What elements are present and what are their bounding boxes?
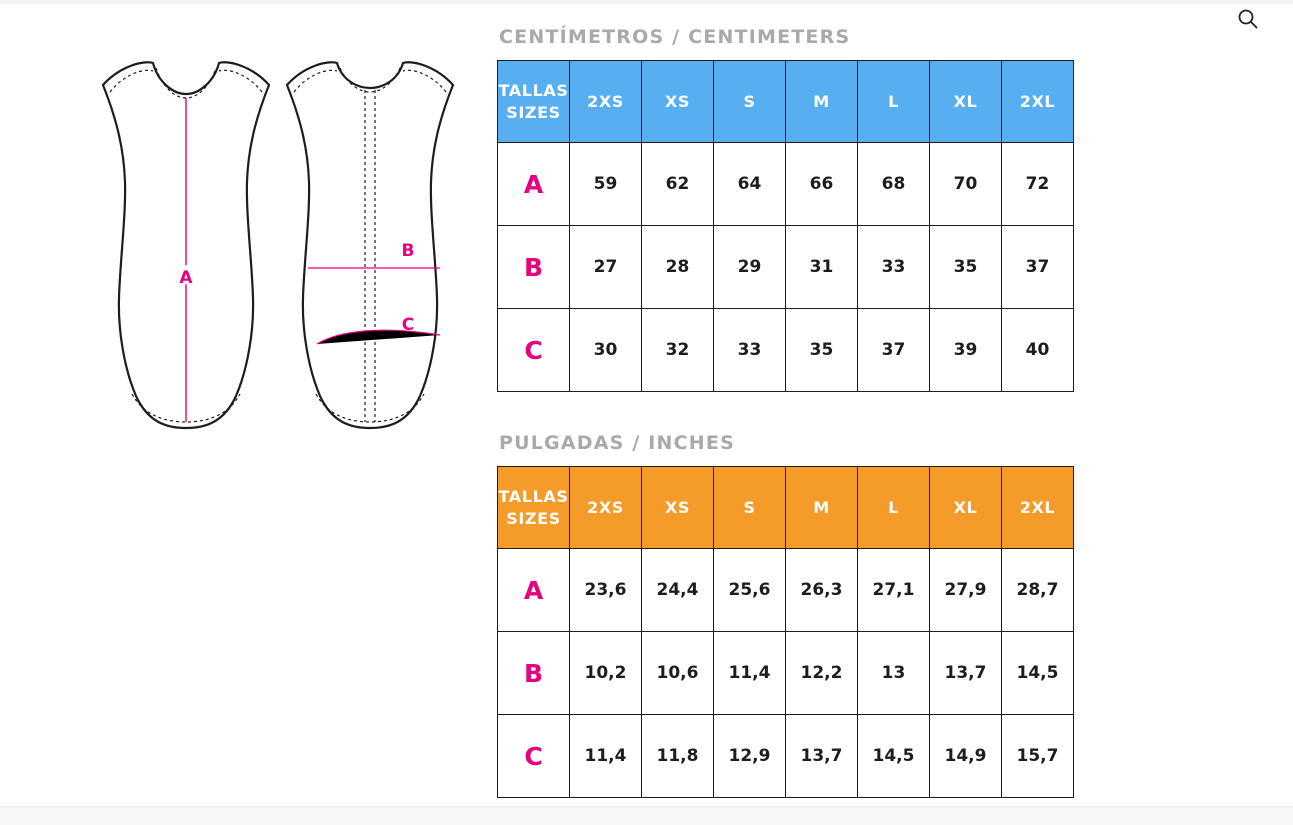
in-c-2xl: 15,7 <box>1002 715 1074 798</box>
table-row <box>498 226 1074 309</box>
header-size-xs: XS <box>642 467 714 549</box>
header-size-xs: XS <box>642 61 714 143</box>
measure-label-b: B <box>401 241 415 261</box>
cm-a-xs: 62 <box>642 143 714 226</box>
in-b-2xl: 14,5 <box>1002 632 1074 715</box>
row-letter-b: B <box>498 226 570 309</box>
table-header-row <box>498 467 1074 549</box>
cm-b-2xs: 27 <box>570 226 642 309</box>
in-b-xs: 10,6 <box>642 632 714 715</box>
table-caption-inches: PULGADAS / INCHES <box>499 432 735 454</box>
swimsuit-illustration <box>40 30 470 430</box>
in-c-s: 12,9 <box>714 715 786 798</box>
cm-b-l: 33 <box>858 226 930 309</box>
inches-table <box>497 466 1074 798</box>
cm-a-l: 68 <box>858 143 930 226</box>
in-c-xs: 11,8 <box>642 715 714 798</box>
page-top-edge <box>0 0 1293 4</box>
header-size-l: L <box>858 61 930 143</box>
swimsuit-back-view <box>287 62 453 428</box>
header-size-xl: XL <box>930 467 1002 549</box>
header-size-s: S <box>714 467 786 549</box>
in-b-2xs: 10,2 <box>570 632 642 715</box>
in-b-xl: 13,7 <box>930 632 1002 715</box>
in-c-m: 13,7 <box>786 715 858 798</box>
row-letter-c: C <box>498 309 570 392</box>
cm-b-m: 31 <box>786 226 858 309</box>
cm-a-s: 64 <box>714 143 786 226</box>
in-a-xl: 27,9 <box>930 549 1002 632</box>
cm-c-xs: 32 <box>642 309 714 392</box>
in-c-l: 14,5 <box>858 715 930 798</box>
cm-c-2xl: 40 <box>1002 309 1074 392</box>
in-a-xs: 24,4 <box>642 549 714 632</box>
in-b-m: 12,2 <box>786 632 858 715</box>
search-zoom-icon[interactable] <box>1235 6 1261 32</box>
header-size-s: S <box>714 61 786 143</box>
cm-c-s: 33 <box>714 309 786 392</box>
row-letter-a: A <box>498 143 570 226</box>
header-size-2xs: 2XS <box>570 61 642 143</box>
in-b-l: 13 <box>858 632 930 715</box>
cm-c-xl: 39 <box>930 309 1002 392</box>
header-size-2xl: 2XL <box>1002 61 1074 143</box>
header-sizes-label-en: SIZES <box>506 102 561 122</box>
header-size-xl: XL <box>930 61 1002 143</box>
in-a-l: 27,1 <box>858 549 930 632</box>
row-letter-a: A <box>498 549 570 632</box>
cm-c-m: 35 <box>786 309 858 392</box>
cm-a-2xl: 72 <box>1002 143 1074 226</box>
measure-label-a: A <box>179 268 193 288</box>
table-header-row <box>498 61 1074 143</box>
table-row <box>498 715 1074 798</box>
in-a-2xs: 23,6 <box>570 549 642 632</box>
table-row <box>498 143 1074 226</box>
cm-b-xl: 35 <box>930 226 1002 309</box>
size-table-centimeters <box>497 26 1074 392</box>
cm-b-2xl: 37 <box>1002 226 1074 309</box>
header-size-l: L <box>858 467 930 549</box>
measure-label-c: C <box>401 315 415 335</box>
cm-a-xl: 70 <box>930 143 1002 226</box>
in-c-2xs: 11,4 <box>570 715 642 798</box>
cm-b-xs: 28 <box>642 226 714 309</box>
table-row <box>498 309 1074 392</box>
in-a-2xl: 28,7 <box>1002 549 1074 632</box>
table-caption-centimeters: CENTÍMETROS / CENTIMETERS <box>499 26 851 48</box>
cm-a-2xs: 59 <box>570 143 642 226</box>
in-a-m: 26,3 <box>786 549 858 632</box>
cm-c-2xs: 30 <box>570 309 642 392</box>
row-letter-c: C <box>498 715 570 798</box>
header-sizes-label-en: SIZES <box>506 508 561 528</box>
centimeters-table <box>497 60 1074 392</box>
header-sizes-label <box>498 61 570 143</box>
in-a-s: 25,6 <box>714 549 786 632</box>
table-row <box>498 632 1074 715</box>
header-sizes-label <box>498 467 570 549</box>
header-size-2xs: 2XS <box>570 467 642 549</box>
cm-c-l: 37 <box>858 309 930 392</box>
header-sizes-label-es: TALLAS <box>498 486 569 506</box>
cm-b-s: 29 <box>714 226 786 309</box>
table-row <box>498 549 1074 632</box>
header-size-m: M <box>786 467 858 549</box>
size-table-inches <box>497 432 1074 798</box>
in-b-s: 11,4 <box>714 632 786 715</box>
page-bottom-edge <box>0 806 1293 825</box>
row-letter-b: B <box>498 632 570 715</box>
in-c-xl: 14,9 <box>930 715 1002 798</box>
header-sizes-label-es: TALLAS <box>498 80 569 100</box>
cm-a-m: 66 <box>786 143 858 226</box>
header-size-m: M <box>786 61 858 143</box>
header-size-2xl: 2XL <box>1002 467 1074 549</box>
